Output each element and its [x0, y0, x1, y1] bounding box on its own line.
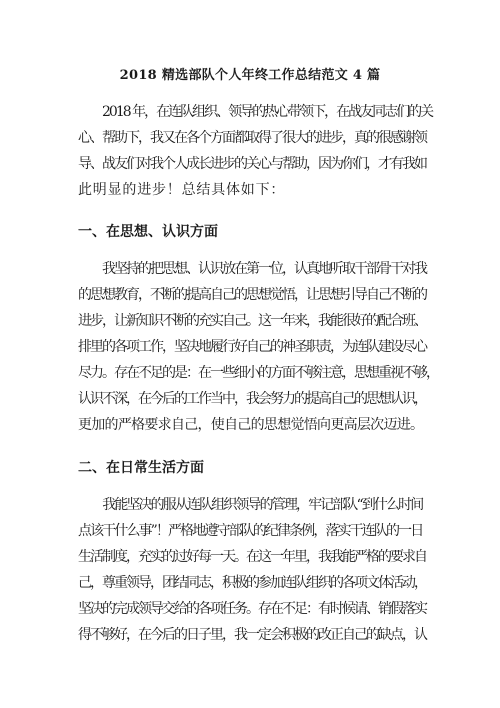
intro-line: 此明显的进步！总结具体如下：: [78, 182, 286, 198]
intro-paragraph: [78, 99, 433, 203]
section-heading-daily-life: 二、在日常生活方面: [78, 460, 204, 476]
paragraph-line: 进步，让新知识不断的充实自己。这一年来，我能很好的配合班、: [78, 313, 426, 329]
paragraph-line: 尽力。存在不足的是：在一些细小的方面不够注意，思想重视不够，: [78, 365, 438, 381]
paragraph-line: 的思想教育，不断的提高自己的思想觉悟，让思想引导自己不断的: [78, 287, 426, 303]
document-title: 2018 精选部队个人年终工作总结范文 4 篇: [119, 68, 381, 83]
paragraph-line: 我坚持的把思想、认识放在第一位，认真地听取干部骨干对我: [78, 261, 426, 277]
section-paragraph-thought: [78, 256, 438, 438]
paragraph-line: 更加的严格要求自己，使自己的思想觉悟向更高层次迈进。: [78, 417, 424, 433]
intro-line: 导、战友们对我个人成长进步的关心与帮助，因为你们，才有我如: [78, 156, 426, 172]
section-heading-thought: 一、在思想、认识方面: [78, 224, 218, 240]
paragraph-line: 生活制度，充实的过好每一天。在这一年里，我我能严格的要求自: [78, 549, 426, 565]
paragraph-line: 排里的各项工作，坚决地履行好自己的神圣职责，为连队建设尽心: [78, 339, 426, 355]
paragraph-line: 得不够好，在今后的日子里，我一定会积极的改正自己的缺点，认: [78, 627, 426, 643]
intro-line: 2018 年，在连队组织、领导的热心带领下，在战友同志们的关: [78, 104, 433, 120]
paragraph-line: 己，尊重领导，团结同志，积极的参加连队组织的各项文体活动，: [78, 575, 426, 591]
paragraph-line: 我能坚决的服从连队组织领导的管理，牢记部队“到什么时间: [78, 497, 423, 513]
paragraph-line: 点该干什么事”！严格地遵守部队的纪律条例，落实干连队的一日: [78, 523, 423, 539]
section-paragraph-daily-life: [78, 492, 424, 648]
paragraph-line: 坚决的完成领导交给的各项任务。存在不足：有时候请、销假落实: [78, 601, 426, 617]
intro-line: 心、帮助下，我又在各个方面都取得了很大的进步，真的很感谢领: [78, 130, 426, 146]
paragraph-line: 认识不深，在今后的工作当中，我会努力的提高自己的思想认识，: [78, 391, 426, 407]
